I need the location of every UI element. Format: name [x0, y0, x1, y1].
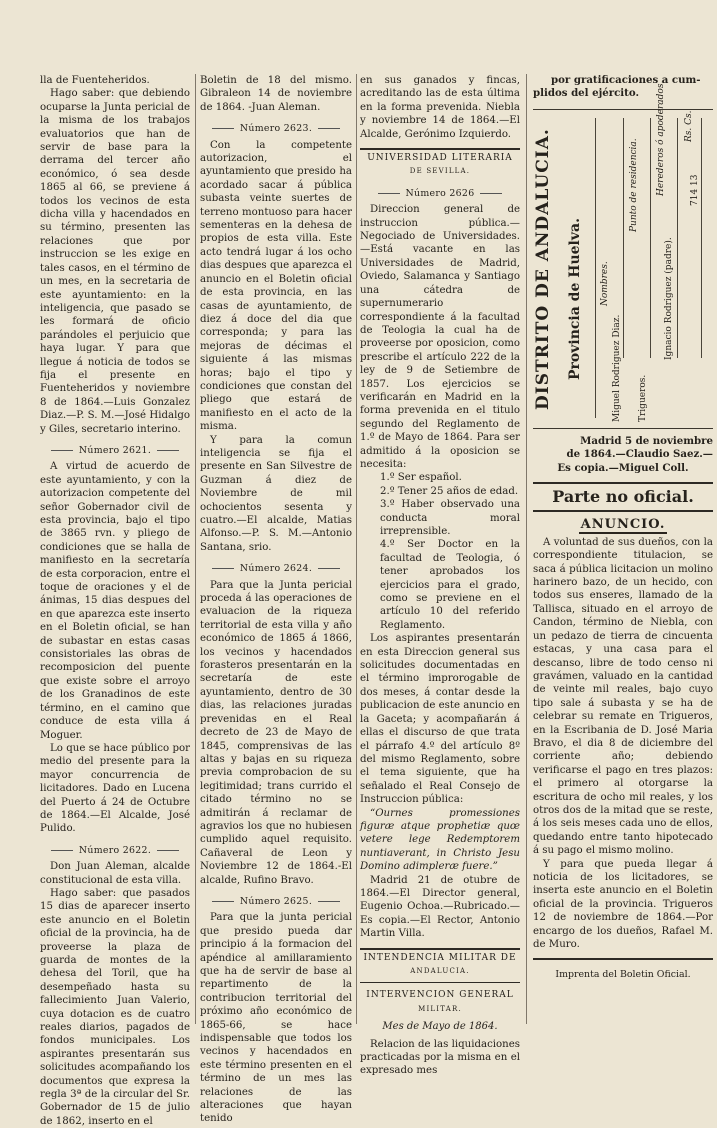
paragraph: A voluntad de sus dueños, con la correspondiente titulacion, se saca á pública licitacion un molino harinero bazo, de un hecido, con todos sus enseres, llamado de la Tallisca, situado en el arroyo de Candon, término de Niebla, con un pedazo de tierra de cincuenta estacas, y una casa para el descanso, libre de todo censo ni gravámen, valuado en la cantidad de veinte mil reales, bajo cuyo tipo sale á subasta y se ha de celebrar su remate en Trigueros, en la Escribania de D. José Maria Bravo, el dia 8 de diciembre del corriente año; debiendo verificarse el pago en tres plazos: el primero al otorgarse la escritura de ocho mil reales, y los otros dos de la mitad que se reste, á los seis meses cada uno de ellos, quedando entre tanto hipotecado á su pago el mismo molino.	[533, 536, 713, 857]
section-heading: UNIVERSIDAD LITERARIA	[367, 153, 513, 164]
column-rule	[526, 74, 527, 1024]
column-2	[200, 74, 352, 1125]
paragraph: Para que la Junta pericial proceda á las operaciones de evaluacion de la riqueza territorial de esta villa y año económico de 1865 á 1866, los vecinos y hacendados forasteros presentarán en la secretaría de este ayuntamiento, dentro de 30 dias, las relaciones juradas prevenidas en el Real decreto de 23 de Mayo de 1845, comprensivas de las altas y bajas en su riqueza previa comprobacion de su legitimidad; trans currido el citado término no se admitirán á reclamar de agravios los que no hubiesen cumplido aquel requisito. Cañaveral de Leon y Noviembre 12 de 1864.-El alcalde, Rufino Bravo.	[200, 579, 352, 886]
section-rule	[533, 510, 713, 512]
paragraph: Y para que pueda llegar á noticia de los licitadores, se inserta este anuncio en el Boletin oficial de la provincia. Trigueros 12 de noviembre de 1864.—Por encargo de los dueños, Rafael M. de Muro.	[533, 858, 713, 951]
section-heading: INTENDENCIA MILITAR DE	[363, 952, 517, 963]
section-title: Parte no oficial.	[552, 487, 694, 507]
column-4	[533, 74, 713, 1024]
paragraph: Madrid 21 de otubre de 1864.—El Director general, Eugenio Ochoa.—Rubricado.—Es copia.—El Rector, Antonio Martin Villa.	[360, 874, 520, 940]
notice-number: Número 2626	[360, 187, 520, 200]
text-line: plidos del ejército.	[533, 87, 640, 100]
section-rule	[533, 482, 713, 484]
paragraph	[533, 74, 713, 101]
list-item: 3.º Haber observado una conducta moral irreprensible.	[380, 499, 520, 537]
header-rs-cs: Rs. Cs.	[684, 110, 694, 142]
column-3	[360, 74, 520, 1077]
table-rule	[677, 118, 678, 358]
paragraph: Boletin de 18 del mismo. Gibraleon 14 de noviembre de 1864. -Juan Aleman.	[200, 75, 352, 113]
paragraph: Y para la comun inteligencia se fija el presente en San Silvestre de Guzman á diez de Noviembre de mil ochocientos sesenta y cuatro.—El alcalde, Matias Alfonso.—P. S. M.—Antonio Santana, srio.	[200, 434, 352, 553]
requirements-list	[360, 471, 520, 632]
paragraph: Lo que se hace público por medio del presente para la mayor concurrencia de licitadores. Dado en Lucena del Puerto á 24 de Octubre de 1864.—El Alcalde, José Pulido.	[40, 742, 190, 835]
row-amount: 714 13	[690, 174, 700, 206]
notice-number: Número 2621.	[40, 444, 190, 457]
paragraph: en sus ganados y fincas, acreditando las de esta última en la forma prevenida. Niebla y noviembre 14 de 1864.—El Alcalde, Gerónimo Izquierdo.	[360, 75, 520, 140]
notice-number: Número 2623.	[200, 122, 352, 135]
list-item: 2.º Tener 25 años de edad.	[380, 485, 519, 497]
section-rule	[360, 982, 520, 983]
row-place: Trigueros.	[638, 374, 648, 422]
list-item: 1.º Ser español.	[380, 472, 462, 484]
notice-number: Número 2625.	[200, 895, 352, 908]
signature-line: Es copia.—Miguel Coll.	[557, 461, 689, 474]
header-herederos: Herederos ó apoderados.	[656, 80, 666, 196]
notice-number: Número 2622.	[40, 844, 190, 857]
paragraph: Los aspirantes presentarán en esta Direccion general sus solicitudes documentadas en el término improrogable de dos meses, á contar desde la publicacion de este anuncio en la Gaceta; y acompañarán á ellas el discurso de que trata el párrafo 4.º del artículo 8º del mismo Reglamento, sobre el tema siguiente, que ha señalado el Real Consejo de Instruccion pública:	[360, 633, 520, 806]
table-rule	[650, 118, 651, 358]
paragraph: Hago saber: que debiendo ocuparse la Junta pericial de la misma de los trabajos evaluatorios que han de servir de base para la derrama del tercer año económico, ó sea desde 1865 al 66, se previene á todos los vecinos de esta dicha villa y hacendados en su término, presenten las relaciones que por instruccion se les exige en tales casos, en el término de un mes, en la secretaria de este ayuntamiento: en la inteligencia, que pasado se les formará de oficio parándoles el perjuicio que haya lugar. Y para que llegue á noticia de todos se fija el presente en Fuenteheridos y noviembre 8 de 1864.—Luis Gonzalez Diaz.—P. S. M.—José Hidalgo y Giles, secretario interino.	[40, 88, 190, 435]
paragraph: A virtud de acuerdo de este ayuntamiento, y con la autorizacion competente del señor Gobernador civil de esta provincia, bajo el tipo de 3865 rvn. y pliego de condiciones que se halla de manifiesto en la secretaría de esta corporacion, entre el toque de oraciones y el de ánimas, 15 dias despues del en que aparezca este inserto en el Boletin oficial, se han de subastar en estas casas consistoriales las obras de recomposicion del puente que existe sobre el arroyo de los Granadinos de este término, en el camino que conduce de esta villa á Moguer.	[40, 461, 190, 741]
section-subheading: MILITAR.	[418, 1004, 462, 1013]
paragraph: lla de Fuenteheridos.	[40, 75, 150, 86]
header-punto: Punto de residencia.	[629, 138, 639, 232]
paragraph: Hago saber: que pasados 15 dias de aparecer inserto este anuncio en el Boletin oficial de la provincia, ha de proveerse la plaza de guarda de montes de la dehesa del Toril, que ha desempeñado hasta su fallecimiento Juan Valerio, cuya dotacion es de cuatro reales diarios, pagados de fondos municipales. Los aspirantes presentarán sus solicitudes acompañando los documentos que expresa la regla 3ª de la circular del Sr. Gobernador de 15 de julio de 1862, inserto en el	[40, 887, 190, 1127]
paragraph: Con la competente autorizacion, el ayuntamiento que presido ha acordado sacar á pública subasta veinte suertes de terreno montuoso para hacer sementeras en la dehesa de propios de esta villa. Este acto tendrá lugar á los ocho dias despues que aparezca el anuncio en el Boletin oficial de esta provincia, en las casas de ayuntamiento, de diez á doce del dia que corresponda; y para las mejoras de décimas el siguiente á las mismas horas; bajo el tipo y condiciones que constan del pliego que estará de manifiesto en el acto de la misma.	[200, 139, 352, 433]
paragraph: Don Juan Aleman, alcalde constitucional de esta villa.	[40, 861, 190, 886]
section-rule	[360, 148, 520, 150]
column-rule	[356, 74, 357, 1024]
signature-line: de 1864.—Claudio Saez.—	[566, 448, 713, 461]
announcement-title-text: ANUNCIO.	[580, 517, 666, 533]
section-heading: INTERVENCION GENERAL	[366, 990, 514, 1001]
row-heir: Ignacio Rodriguez (padre).	[664, 237, 674, 360]
text-line: por gratificaciones a cum-	[551, 74, 701, 86]
column-rule	[195, 74, 196, 1024]
month-heading: Mes de Mayo de 1864.	[382, 1021, 498, 1033]
announcement-title	[533, 518, 713, 531]
paragraph: Direccion general de instruccion pública.—Negociado de Universidades.—Está vacante en las Universidades de Madrid, Oviedo, Salamanca y Santiago una cátedra de supernumerario correspondiente á la facultad de Teologia la cual ha de proveerse por oposicion, como prescribe el artículo 222 de la ley de 9 de Setiembre de 1857. Los ejercicios se verificarán en Madrid en la forma prevenida en el titulo segundo del Reglamento de 1.º de Mayo de 1864. Para ser admitido á la oposicion se necesita:	[360, 204, 520, 470]
section-subheading: DE SEVILLA.	[409, 167, 471, 176]
paragraph: Relacion de las liquidaciones practicadas por la misma en el expresado mes	[360, 1038, 520, 1077]
table-rule	[595, 118, 596, 418]
row-name: Miguel Rodriguez Diaz.	[612, 314, 622, 422]
notice-number: Número 2624.	[200, 562, 352, 575]
section-rule	[533, 958, 713, 960]
header-nombres: Nombres.	[600, 261, 610, 306]
paragraph: Para que la junta pericial que presido pueda dar principio á la formacion del apéndice al amillaramiento que ha de servir de base al repartimento de la contribucion territorial del próximo año económico de 1865-66, se hace indispensable que todos los vecinos y hacendados en este término presenten en el término de un mes las relaciones de las alteraciones que hayan tenido	[200, 912, 352, 1125]
province-title: Provincia de Huelva.	[567, 217, 583, 380]
latin-quote: “Ournes promessiones figuræ atque prophetiæ quœ vetere lege Redemptorem nuntiaverant, in Christo Jesu Domino adimpleræ fuere.”	[360, 807, 520, 873]
column-1	[40, 74, 190, 1127]
district-title: DISTRITO DE ANDALUCIA.	[533, 128, 553, 410]
table-rule	[701, 118, 702, 358]
signature-line: Madrid 5 de noviembre	[580, 434, 713, 447]
printer-imprint: Imprenta del Boletin Oficial.	[555, 969, 691, 981]
section-rule	[360, 948, 520, 950]
section-subheading: ANDALUCIA.	[410, 967, 470, 975]
list-item: 4.º Ser Doctor en la facultad de Teologia, ó tener aprobados los ejercicios para el grado, como se previene en el artículo 10 del referido Reglamento.	[380, 539, 520, 631]
